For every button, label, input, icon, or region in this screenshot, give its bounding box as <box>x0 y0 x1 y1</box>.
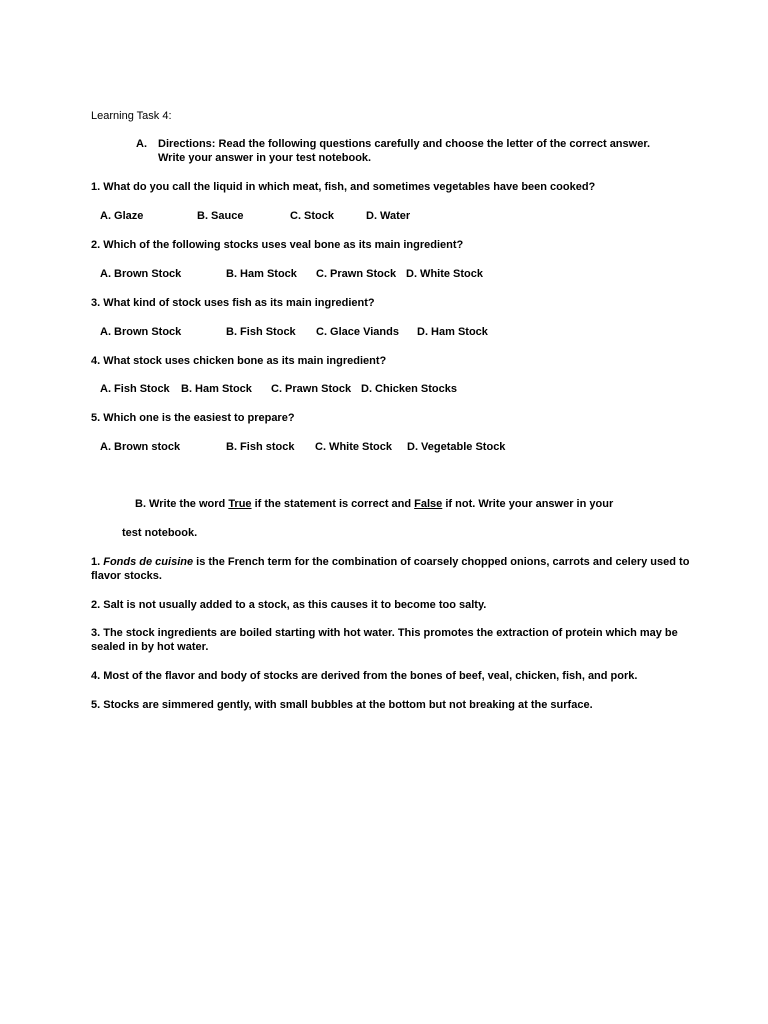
part-a-directions <box>158 137 698 165</box>
task-title: Learning Task 4: <box>91 110 172 122</box>
question-3-option-c: C. Glace Viands <box>316 326 399 338</box>
part-b-true-word: True <box>228 498 252 510</box>
part-b-suffix: if not. Write your answer in your <box>442 498 614 510</box>
question-5-option-b: B. Fish stock <box>226 441 295 453</box>
question-1-option-a: A. Glaze <box>100 210 144 222</box>
part-a-directions-line1: Directions: Read the following questions carefully and choose the letter of the correct answer. <box>158 138 651 150</box>
question-4-option-c: C. Prawn Stock <box>271 383 352 395</box>
question-4-option-d: D. Chicken Stocks <box>361 383 457 395</box>
part-a-directions-line2: Write your answer in your test notebook. <box>158 152 372 164</box>
question-5-option-c: C. White Stock <box>315 441 393 453</box>
statement-1 <box>91 555 691 583</box>
question-5-option-a: A. Brown stock <box>100 441 181 453</box>
statement-1-text: is the French term for the combination of coarsely chopped onions, carrots and celery used to flavor stocks. <box>91 556 690 582</box>
question-4-option-a: A. Fish Stock <box>100 383 170 395</box>
question-2: 2. Which of the following stocks uses veal bone as its main ingredient? <box>91 239 464 251</box>
part-b-prefix: B. Write the word <box>135 498 229 510</box>
part-b-false-word: False <box>414 498 443 510</box>
part-b-directions <box>135 497 613 511</box>
statement-1-italic-term: Fonds de cuisine <box>103 556 194 568</box>
statement-2: 2. Salt is not usually added to a stock, as this causes it to become too salty. <box>91 599 487 611</box>
part-b-continuation: test notebook. <box>122 527 198 539</box>
question-3-option-d: D. Ham Stock <box>417 326 488 338</box>
question-3: 3. What kind of stock uses fish as its main ingredient? <box>91 297 375 309</box>
question-2-option-a: A. Brown Stock <box>100 268 182 280</box>
question-2-option-d: D. White Stock <box>406 268 484 280</box>
statement-4: 4. Most of the flavor and body of stocks are derived from the bones of beef, veal, chicken, fish, and pork. <box>91 670 638 682</box>
part-b-middle: if the statement is correct and <box>251 498 415 510</box>
part-a-marker: A. <box>136 138 147 150</box>
question-1: 1. What do you call the liquid in which meat, fish, and sometimes vegetables have been cooked? <box>91 181 596 193</box>
question-3-option-b: B. Fish Stock <box>226 326 296 338</box>
question-4: 4. What stock uses chicken bone as its main ingredient? <box>91 355 387 367</box>
statement-3: 3. The stock ingredients are boiled starting with hot water. This promotes the extraction of protein which may be sealed in by hot water. <box>91 627 678 653</box>
question-2-option-c: C. Prawn Stock <box>316 268 397 280</box>
question-1-option-b: B. Sauce <box>197 210 244 222</box>
question-5-option-d: D. Vegetable Stock <box>407 441 506 453</box>
question-1-option-c: C. Stock <box>290 210 335 222</box>
question-3-option-a: A. Brown Stock <box>100 326 182 338</box>
question-4-option-b: B. Ham Stock <box>181 383 252 395</box>
question-5: 5. Which one is the easiest to prepare? <box>91 412 295 424</box>
statement-1-number: 1. <box>91 556 104 568</box>
statement-5: 5. Stocks are simmered gently, with small bubbles at the bottom but not breaking at the surface. <box>91 699 593 711</box>
question-2-option-b: B. Ham Stock <box>226 268 297 280</box>
question-1-option-d: D. Water <box>366 210 411 222</box>
